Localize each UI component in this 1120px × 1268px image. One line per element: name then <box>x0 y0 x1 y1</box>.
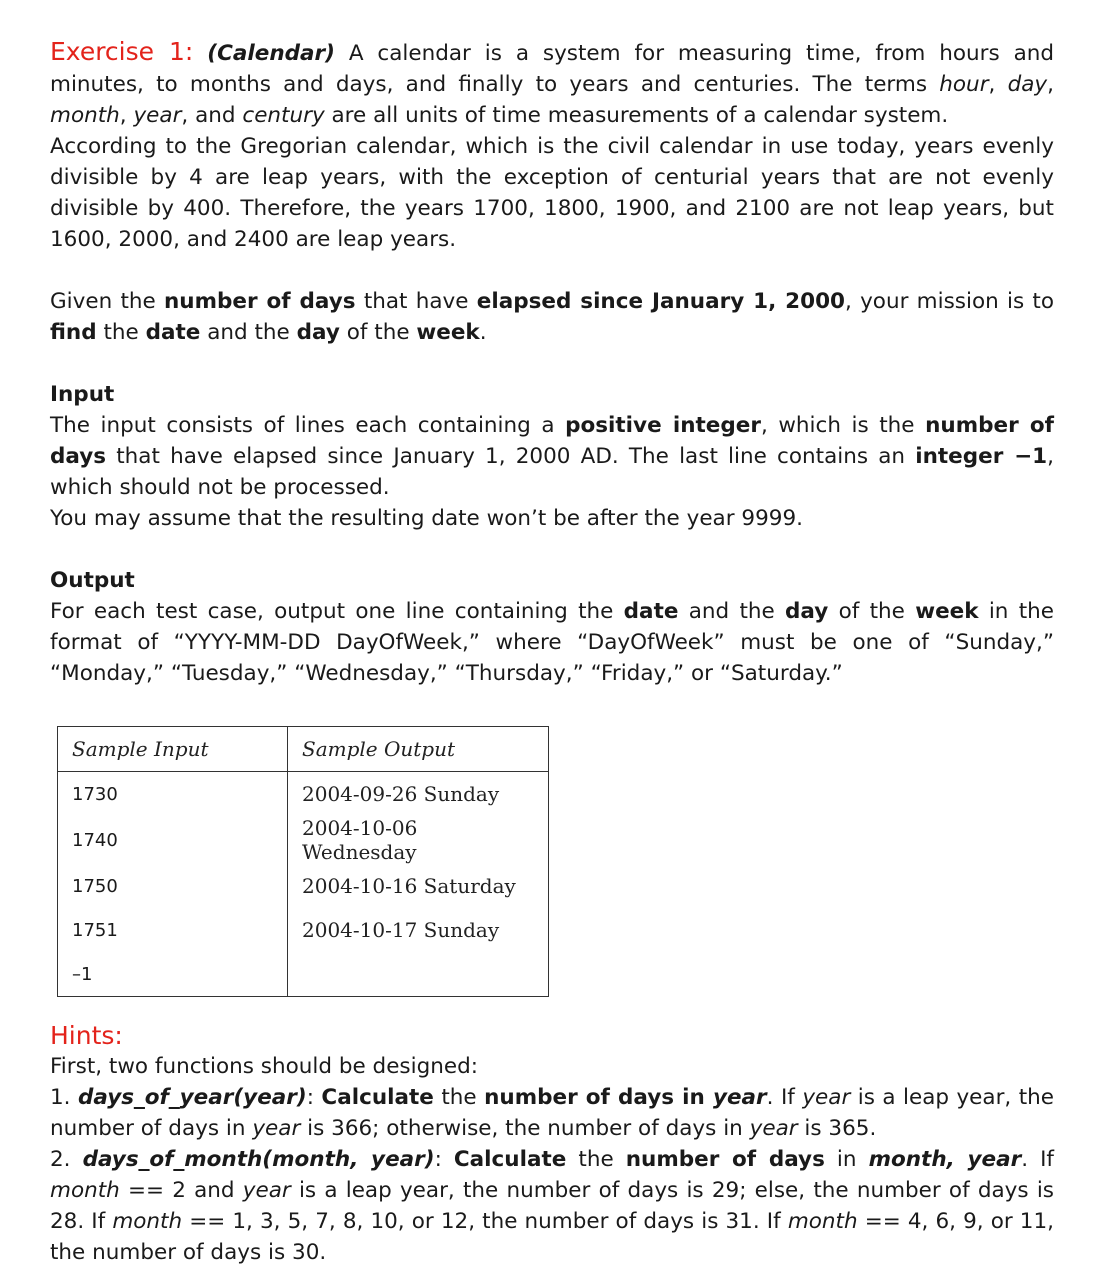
exercise-intro: Exercise 1: (Calendar) A calendar is a system for measuring time, from hours and minutes, to months and days, and finally to years and centuries. The terms hour, day, month, year, and century are all units of time measurements of a calendar system. <box>50 37 1055 128</box>
output-heading: Output <box>50 568 135 593</box>
input-assumption: You may assume that the resulting date won’t be after the year 9999. <box>50 506 803 531</box>
intro-text: A calendar is a system for measuring time, from hours and minutes, to months and days, and finally to years and centuries. The terms <box>50 41 1055 97</box>
term: hour <box>939 72 989 97</box>
table-row <box>58 816 549 864</box>
term: month <box>50 103 120 128</box>
hints-title: Hints: <box>50 1021 123 1050</box>
table-row <box>58 772 549 817</box>
gregorian-paragraph: According to the Gregorian calendar, which is the civil calendar in use today, years evenly divisible by 4 are leap years, with the exception of centurial years that are not evenly divisible by 400. Therefore, the years 1700, 1800, 1900, and 2100 are not leap years, but 1600, 2000, and 2400 are leap years. <box>50 134 1054 252</box>
sample-input-cell: 1730 <box>58 772 288 817</box>
hint-1: 1. days_of_year(year): Calculate the number of days in year. If year is a leap year, the number of days in year is 366; otherwise, the number of days in year is 365. <box>50 1085 1054 1141</box>
sample-table <box>57 726 549 997</box>
table-row <box>58 952 549 997</box>
document <box>50 36 1054 689</box>
sample-header-row <box>58 727 549 772</box>
sample-output-cell: 2004-10-16 Saturday <box>288 864 549 908</box>
sample-input-cell: –1 <box>58 952 288 997</box>
table-row <box>58 864 549 908</box>
sample-input-cell: 1750 <box>58 864 288 908</box>
sample-input-cell: 1751 <box>58 908 288 952</box>
exercise-title: Exercise 1: <box>50 37 194 66</box>
exercise-subtitle: (Calendar) <box>207 41 335 66</box>
sample-output-cell: 2004-10-17 Sunday <box>288 908 549 952</box>
table-row <box>58 908 549 952</box>
hints-section <box>50 1020 1054 1268</box>
sample-output-cell: 2004-09-26 Sunday <box>288 772 549 817</box>
hint-2: 2. days_of_month(month, year): Calculate the number of days in month, year. If month == 2 and year is a leap year, the number of days is 29; else, the number of days is 28. If month == 1, 3, 5, 7, 8, 10, or 12, the number of days is 31. If month == 4, 6, 9, or 11, the number of days is 30. <box>50 1147 1054 1265</box>
term: century <box>242 103 325 128</box>
input-heading: Input <box>50 382 115 407</box>
intro-text: are all units of time measurements of a calendar system. <box>324 103 949 128</box>
sample-input-header: Sample Input <box>58 727 288 772</box>
mission-paragraph: Given the number of days that have elapsed since January 1, 2000, your mission is to find the date and the day of the week. <box>50 289 1054 345</box>
term: year <box>133 103 182 128</box>
sample-output-cell: 2004-10-06 Wednesday <box>288 816 549 864</box>
hints-intro: First, two functions should be designed: <box>50 1054 478 1079</box>
sample-input-cell: 1740 <box>58 816 288 864</box>
input-paragraph: The input consists of lines each containing a positive integer, which is the number of days that have elapsed since January 1, 2000 AD. The last line contains an integer −1, which should not be processed. <box>50 413 1055 500</box>
term: day <box>1007 72 1048 97</box>
sample-output-header: Sample Output <box>288 727 549 772</box>
sample-output-cell <box>288 952 549 997</box>
output-paragraph: For each test case, output one line containing the date and the day of the week in the format of “YYYY-MM-DD DayOfWeek,” where “DayOfWeek” must be one of “Sunday,” “Monday,” “Tuesday,” “Wednesday,” “Thursday,” “Friday,” or “Saturday.” <box>50 599 1054 686</box>
